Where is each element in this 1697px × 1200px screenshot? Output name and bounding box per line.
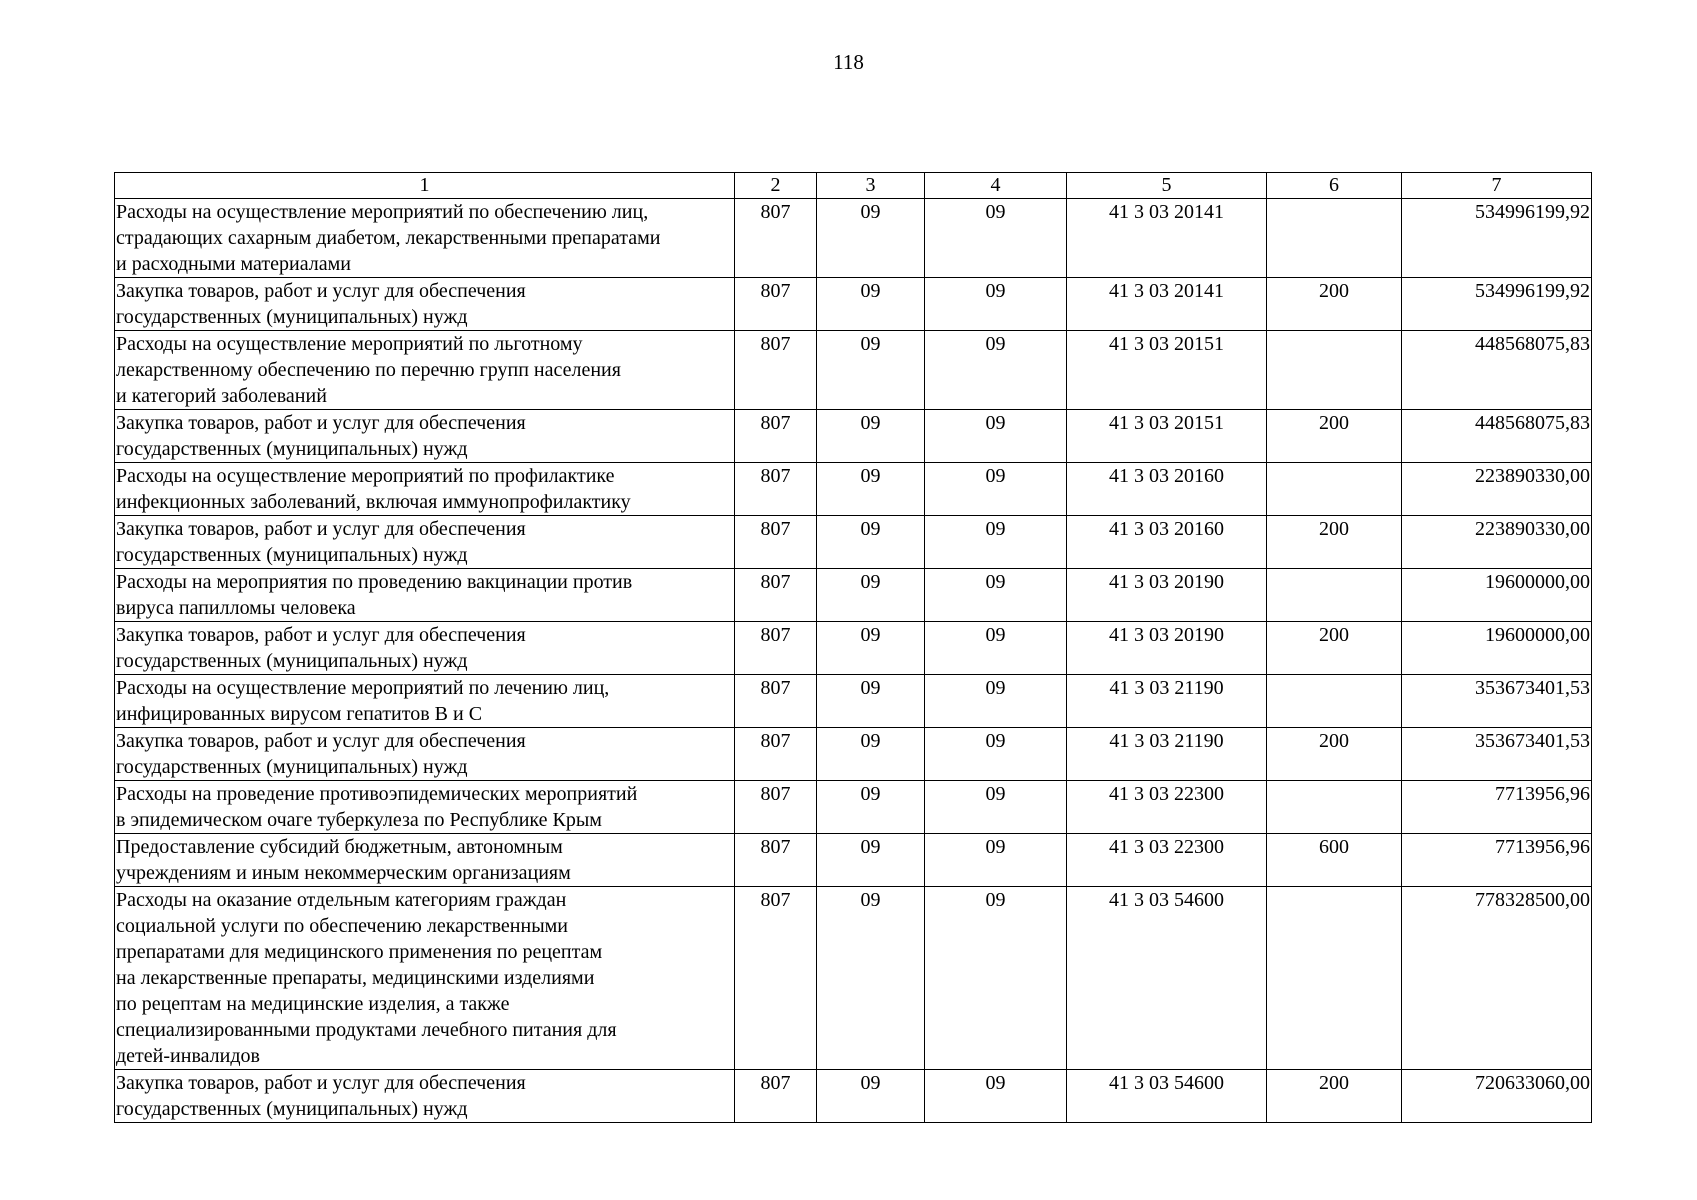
target-article-code: 41 3 03 22300 (1067, 834, 1267, 887)
expense-type-code: 200 (1267, 622, 1402, 675)
subsection-code: 09 (925, 675, 1067, 728)
table-row (115, 463, 1592, 516)
expense-type-code (1267, 675, 1402, 728)
expense-description (115, 516, 735, 569)
target-article-code: 41 3 03 20190 (1067, 622, 1267, 675)
amount: 353673401,53 (1402, 728, 1592, 781)
expense-description (115, 199, 735, 278)
table-row (115, 278, 1592, 331)
description-line: Закупка товаров, работ и услуг для обеспечения (116, 1072, 526, 1094)
expense-description (115, 278, 735, 331)
expense-description (115, 887, 735, 1070)
expense-description (115, 781, 735, 834)
expense-description (115, 728, 735, 781)
section-code: 09 (817, 199, 925, 278)
description-line: детей-инвалидов (116, 1045, 260, 1067)
section-code: 09 (817, 728, 925, 781)
table-row (115, 569, 1592, 622)
subsection-code: 09 (925, 278, 1067, 331)
subsection-code: 09 (925, 516, 1067, 569)
subsection-code: 09 (925, 834, 1067, 887)
expense-description (115, 1070, 735, 1123)
description-line: государственных (муниципальных) нужд (116, 438, 468, 460)
ministry-code: 807 (735, 199, 817, 278)
column-header: 5 (1067, 173, 1267, 199)
description-line: Расходы на осуществление мероприятий по обеспечению лиц, (116, 201, 649, 223)
section-code: 09 (817, 410, 925, 463)
description-line: инфицированных вирусом гепатитов В и С (116, 703, 483, 725)
description-line: Закупка товаров, работ и услуг для обеспечения (116, 280, 526, 302)
description-line: вируса папилломы человека (116, 597, 356, 619)
column-header: 6 (1267, 173, 1402, 199)
amount: 19600000,00 (1402, 622, 1592, 675)
expense-description (115, 569, 735, 622)
ministry-code: 807 (735, 569, 817, 622)
expense-description (115, 463, 735, 516)
amount: 534996199,92 (1402, 278, 1592, 331)
amount: 534996199,92 (1402, 199, 1592, 278)
amount: 7713956,96 (1402, 834, 1592, 887)
table-row (115, 887, 1592, 1070)
expense-description (115, 331, 735, 410)
amount: 353673401,53 (1402, 675, 1592, 728)
description-line: государственных (муниципальных) нужд (116, 650, 468, 672)
expense-description (115, 622, 735, 675)
expense-type-code: 200 (1267, 728, 1402, 781)
subsection-code: 09 (925, 887, 1067, 1070)
amount: 19600000,00 (1402, 569, 1592, 622)
target-article-code: 41 3 03 20160 (1067, 516, 1267, 569)
section-code: 09 (817, 781, 925, 834)
section-code: 09 (817, 463, 925, 516)
description-line: Предоставление субсидий бюджетным, автономным (116, 836, 563, 858)
ministry-code: 807 (735, 834, 817, 887)
column-header: 1 (115, 173, 735, 199)
table-row (115, 199, 1592, 278)
description-line: Закупка товаров, работ и услуг для обеспечения (116, 730, 526, 752)
description-line: Закупка товаров, работ и услуг для обеспечения (116, 624, 526, 646)
target-article-code: 41 3 03 20151 (1067, 410, 1267, 463)
target-article-code: 41 3 03 22300 (1067, 781, 1267, 834)
table-row (115, 675, 1592, 728)
table-row (115, 410, 1592, 463)
ministry-code: 807 (735, 728, 817, 781)
subsection-code: 09 (925, 331, 1067, 410)
description-line: лекарственному обеспечению по перечню групп населения (116, 359, 621, 381)
target-article-code: 41 3 03 21190 (1067, 675, 1267, 728)
target-article-code: 41 3 03 20141 (1067, 278, 1267, 331)
expense-type-code (1267, 199, 1402, 278)
budget-table (114, 172, 1592, 1123)
ministry-code: 807 (735, 781, 817, 834)
expense-type-code (1267, 781, 1402, 834)
ministry-code: 807 (735, 675, 817, 728)
table-row (115, 516, 1592, 569)
section-code: 09 (817, 569, 925, 622)
table-row (115, 622, 1592, 675)
description-line: по рецептам на медицинские изделия, а также (116, 993, 510, 1015)
expense-type-code (1267, 331, 1402, 410)
description-line: Расходы на осуществление мероприятий по профилактике (116, 465, 615, 487)
target-article-code: 41 3 03 54600 (1067, 887, 1267, 1070)
column-header: 2 (735, 173, 817, 199)
section-code: 09 (817, 622, 925, 675)
description-line: социальной услуги по обеспечению лекарственными (116, 915, 569, 937)
column-header: 3 (817, 173, 925, 199)
table-body (115, 199, 1592, 1123)
section-code: 09 (817, 278, 925, 331)
description-line: Расходы на оказание отдельным категориям граждан (116, 889, 567, 911)
description-line: государственных (муниципальных) нужд (116, 756, 468, 778)
ministry-code: 807 (735, 516, 817, 569)
description-line: и категорий заболеваний (116, 385, 327, 407)
expense-type-code (1267, 463, 1402, 516)
description-line: страдающих сахарным диабетом, лекарственными препаратами (116, 227, 661, 249)
expense-type-code (1267, 887, 1402, 1070)
ministry-code: 807 (735, 887, 817, 1070)
description-line: государственных (муниципальных) нужд (116, 1098, 468, 1120)
subsection-code: 09 (925, 728, 1067, 781)
expense-description (115, 834, 735, 887)
table-row (115, 834, 1592, 887)
section-code: 09 (817, 1070, 925, 1123)
amount: 448568075,83 (1402, 410, 1592, 463)
description-line: инфекционных заболеваний, включая иммунопрофилактику (116, 491, 631, 513)
column-header: 7 (1402, 173, 1592, 199)
description-line: Расходы на проведение противоэпидемических мероприятий (116, 783, 638, 805)
expense-type-code: 200 (1267, 278, 1402, 331)
target-article-code: 41 3 03 20190 (1067, 569, 1267, 622)
description-line: Закупка товаров, работ и услуг для обеспечения (116, 518, 526, 540)
section-code: 09 (817, 516, 925, 569)
amount: 448568075,83 (1402, 331, 1592, 410)
description-line: Закупка товаров, работ и услуг для обеспечения (116, 412, 526, 434)
subsection-code: 09 (925, 569, 1067, 622)
table-row (115, 1070, 1592, 1123)
expense-type-code (1267, 569, 1402, 622)
description-line: на лекарственные препараты, медицинскими изделиями (116, 967, 595, 989)
target-article-code: 41 3 03 20141 (1067, 199, 1267, 278)
table-row (115, 728, 1592, 781)
subsection-code: 09 (925, 199, 1067, 278)
table-row (115, 781, 1592, 834)
page-number: 118 (833, 50, 864, 74)
ministry-code: 807 (735, 1070, 817, 1123)
expense-description (115, 675, 735, 728)
description-line: учреждениям и иным некоммерческим организациям (116, 862, 571, 884)
expense-description (115, 410, 735, 463)
subsection-code: 09 (925, 781, 1067, 834)
ministry-code: 807 (735, 331, 817, 410)
subsection-code: 09 (925, 1070, 1067, 1123)
table-row (115, 331, 1592, 410)
target-article-code: 41 3 03 54600 (1067, 1070, 1267, 1123)
amount: 223890330,00 (1402, 463, 1592, 516)
expense-type-code: 200 (1267, 1070, 1402, 1123)
section-code: 09 (817, 675, 925, 728)
amount: 720633060,00 (1402, 1070, 1592, 1123)
column-number-row (115, 173, 1592, 199)
amount: 223890330,00 (1402, 516, 1592, 569)
description-line: Расходы на осуществление мероприятий по льготному (116, 333, 583, 355)
expense-type-code: 200 (1267, 516, 1402, 569)
ministry-code: 807 (735, 622, 817, 675)
section-code: 09 (817, 834, 925, 887)
ministry-code: 807 (735, 410, 817, 463)
description-line: государственных (муниципальных) нужд (116, 544, 468, 566)
description-line: препаратами для медицинского применения по рецептам (116, 941, 603, 963)
subsection-code: 09 (925, 622, 1067, 675)
subsection-code: 09 (925, 463, 1067, 516)
description-line: специализированными продуктами лечебного питания для (116, 1019, 617, 1041)
ministry-code: 807 (735, 463, 817, 516)
ministry-code: 807 (735, 278, 817, 331)
expense-type-code: 600 (1267, 834, 1402, 887)
target-article-code: 41 3 03 20160 (1067, 463, 1267, 516)
description-line: Расходы на осуществление мероприятий по лечению лиц, (116, 677, 610, 699)
column-header: 4 (925, 173, 1067, 199)
description-line: и расходными материалами (116, 253, 351, 275)
section-code: 09 (817, 887, 925, 1070)
amount: 7713956,96 (1402, 781, 1592, 834)
target-article-code: 41 3 03 20151 (1067, 331, 1267, 410)
amount: 778328500,00 (1402, 887, 1592, 1070)
description-line: государственных (муниципальных) нужд (116, 306, 468, 328)
target-article-code: 41 3 03 21190 (1067, 728, 1267, 781)
subsection-code: 09 (925, 410, 1067, 463)
description-line: в эпидемическом очаге туберкулеза по Республике Крым (116, 809, 602, 831)
section-code: 09 (817, 331, 925, 410)
description-line: Расходы на мероприятия по проведению вакцинации против (116, 571, 633, 593)
expense-type-code: 200 (1267, 410, 1402, 463)
